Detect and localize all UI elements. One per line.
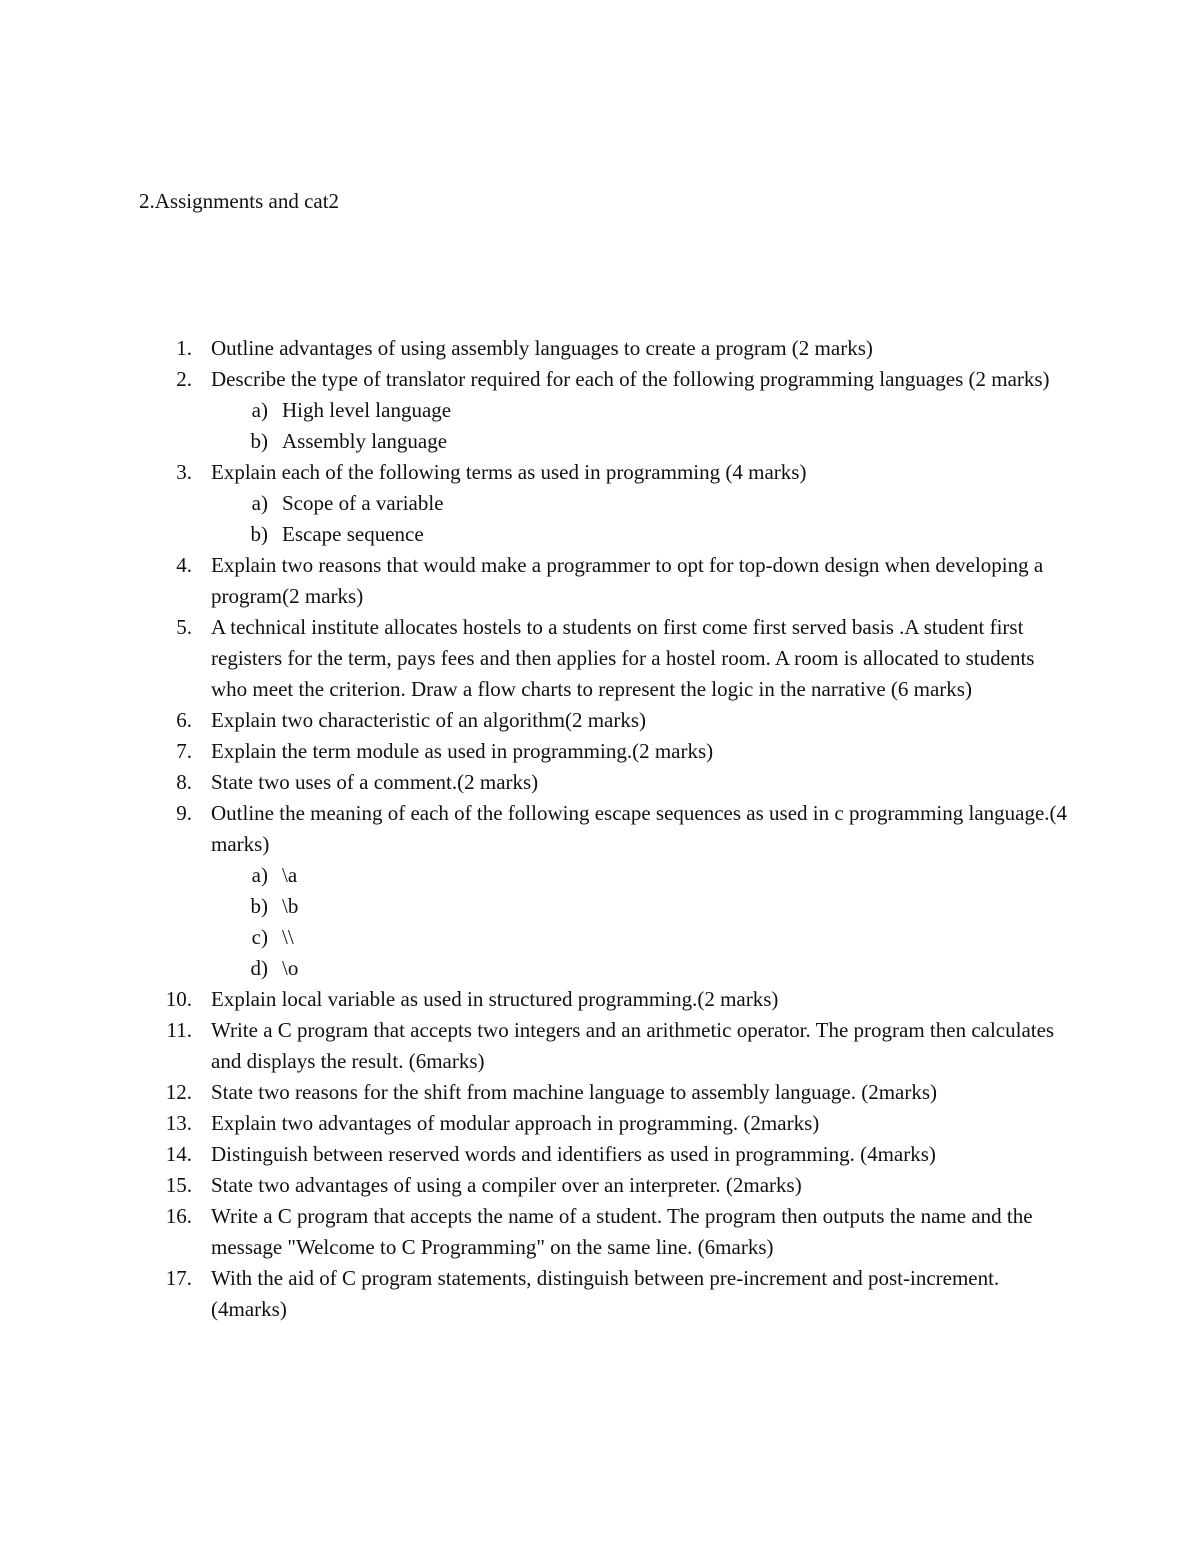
- question-number: 12.: [165, 1080, 192, 1104]
- question-item: [0, 333, 1200, 364]
- sub-item: [0, 891, 1200, 922]
- sub-item-text: Assembly language: [282, 429, 448, 453]
- sub-item-text: \a: [282, 863, 298, 887]
- question-item: [0, 798, 1200, 860]
- question-text: Explain two advantages of modular approach in programming. (2marks): [211, 1111, 820, 1135]
- question-number: 6.: [176, 708, 192, 732]
- sub-item-text: Escape sequence: [282, 522, 424, 546]
- question-item: [0, 1201, 1200, 1263]
- question-text: Distinguish between reserved words and identifiers as used in programming. (4marks): [211, 1142, 936, 1166]
- question-number: 13.: [165, 1111, 192, 1135]
- sub-item: [0, 395, 1200, 426]
- question-text: Explain local variable as used in structured programming.(2 marks): [211, 987, 779, 1011]
- question-number: 2.: [176, 367, 192, 391]
- question-text: Explain each of the following terms as used in programming (4 marks): [211, 460, 807, 484]
- question-item: [0, 984, 1200, 1015]
- question-text: Explain the term module as used in programming.(2 marks): [211, 739, 714, 763]
- question-text: Write a C program that accepts the name of a student. The program then outputs the name and the message "Welcome to C Programming" on the same line. (6marks): [211, 1204, 1033, 1259]
- question-item: [0, 1139, 1200, 1170]
- question-text: Describe the type of translator required for each of the following programming languages (2 marks): [211, 367, 1050, 391]
- question-item: [0, 1263, 1200, 1325]
- question-item: [0, 1170, 1200, 1201]
- sub-item-label: b): [250, 522, 268, 546]
- question-number: 9.: [176, 801, 192, 825]
- sub-item: [0, 953, 1200, 984]
- question-item: [0, 457, 1200, 488]
- question-number: 10.: [165, 987, 192, 1011]
- question-number: 1.: [176, 336, 192, 360]
- sub-item-label: a): [251, 863, 268, 887]
- sub-item: [0, 860, 1200, 891]
- question-number: 4.: [176, 553, 192, 577]
- question-item: [0, 1015, 1200, 1077]
- sub-item: [0, 922, 1200, 953]
- question-text: Write a C program that accepts two integers and an arithmetic operator. The program then calculates and displays the result. (6marks): [211, 1018, 1055, 1073]
- question-number: 15.: [165, 1173, 192, 1197]
- question-item: [0, 1077, 1200, 1108]
- sub-item-text: Scope of a variable: [282, 491, 444, 515]
- question-number: 5.: [176, 615, 192, 639]
- sub-item-label: a): [251, 398, 268, 422]
- question-text: With the aid of C program statements, distinguish between pre-increment and post-increment. (4marks): [211, 1266, 1000, 1321]
- sub-item-text: \o: [282, 956, 299, 980]
- sub-item-label: a): [251, 491, 268, 515]
- sub-item-label: b): [250, 429, 268, 453]
- question-number: 7.: [176, 739, 192, 763]
- question-text: Outline the meaning of each of the following escape sequences as used in c programming language.(4 marks): [211, 801, 1068, 856]
- question-item: [0, 1108, 1200, 1139]
- question-item: [0, 705, 1200, 736]
- sub-item: [0, 426, 1200, 457]
- question-number: 16.: [165, 1204, 192, 1228]
- question-item: [0, 767, 1200, 798]
- question-text: State two advantages of using a compiler over an interpreter. (2marks): [211, 1173, 802, 1197]
- question-number: 17.: [165, 1266, 192, 1290]
- sub-item: [0, 519, 1200, 550]
- question-text: Explain two reasons that would make a programmer to opt for top-down design when developing a program(2 marks): [211, 553, 1044, 608]
- sub-item-label: c): [251, 925, 268, 949]
- sub-item-label: d): [250, 956, 268, 980]
- sub-item-text: High level language: [282, 398, 452, 422]
- question-number: 11.: [166, 1018, 192, 1042]
- question-text: Outline advantages of using assembly languages to create a program (2 marks): [211, 336, 873, 360]
- question-text: A technical institute allocates hostels to a students on first come first served basis .A student first registers for the term, pays fees and then applies for a hostel room. A room is allocated to students who meet the criterion. Draw a flow charts to represent the logic in the narrative (6 marks): [211, 615, 1035, 701]
- sub-item-text: \b: [282, 894, 299, 918]
- question-item: [0, 612, 1200, 705]
- question-number: 3.: [176, 460, 192, 484]
- question-list: [0, 333, 1200, 1325]
- sub-item-label: b): [250, 894, 268, 918]
- question-text: Explain two characteristic of an algorithm(2 marks): [211, 708, 647, 732]
- question-text: State two reasons for the shift from machine language to assembly language. (2marks): [211, 1080, 938, 1104]
- question-item: [0, 364, 1200, 395]
- page-heading: 2.Assignments and cat2: [139, 189, 340, 213]
- sub-item-text: \\: [282, 925, 294, 949]
- question-number: 8.: [176, 770, 192, 794]
- question-text: State two uses of a comment.(2 marks): [211, 770, 539, 794]
- question-number: 14.: [165, 1142, 192, 1166]
- question-item: [0, 736, 1200, 767]
- question-item: [0, 550, 1200, 612]
- sub-item: [0, 488, 1200, 519]
